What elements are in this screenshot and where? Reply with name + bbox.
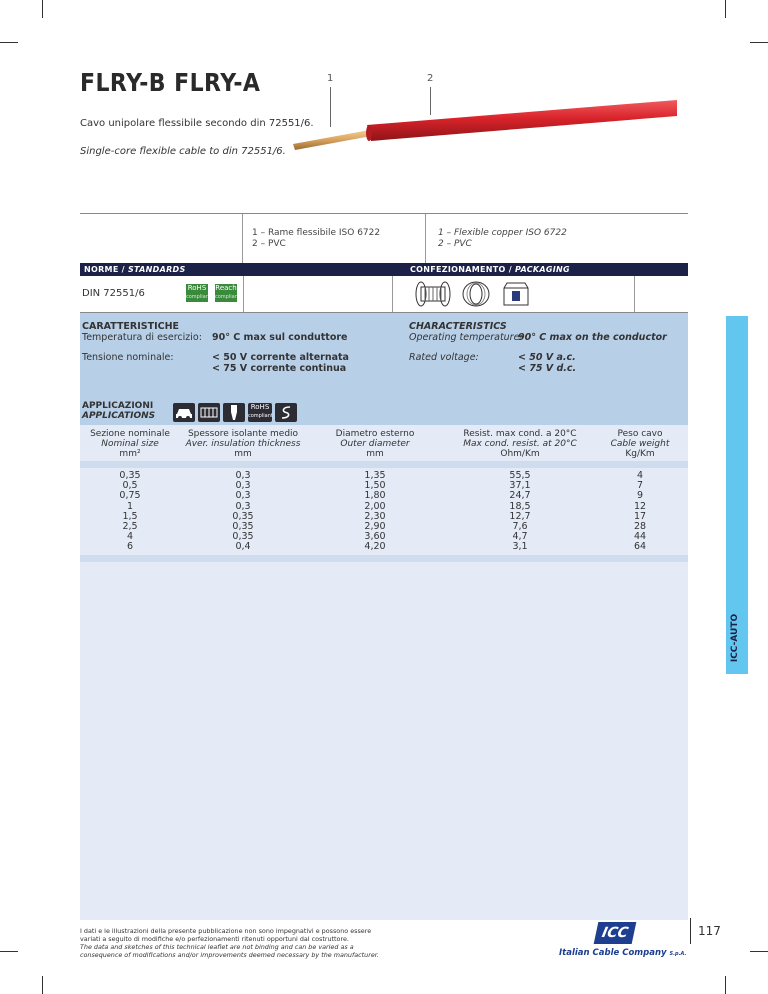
table-cell: 2,5 [122, 521, 138, 533]
crop-mark [42, 976, 43, 994]
crop-mark [0, 42, 18, 43]
temp-label-en: Operating temperature: [409, 332, 523, 343]
crop-mark [725, 0, 726, 18]
voltage-label-it: Tensione nominale: [82, 352, 174, 363]
composition-en-line1: 1 – Flexible copper ISO 6722 [438, 228, 567, 238]
column-weight [598, 471, 682, 553]
applications-heading-it: APPLICAZIONI [82, 401, 154, 411]
crop-mark [42, 0, 43, 18]
description-it: Cavo unipolare flessibile secondo din 72551/6. [80, 118, 314, 129]
table-cell: 44 [633, 531, 647, 543]
header-resistance [455, 429, 585, 459]
table-cell: 3,60 [364, 531, 386, 543]
disclaimer-it-line1: I dati e le illustrazioni della presente pubblicazione non sono impegnativi e possono essere [80, 927, 372, 935]
standards-row [80, 276, 688, 313]
applications-heading-en: APPLICATIONS [82, 411, 156, 421]
packaging-divider [392, 276, 393, 312]
temp-value-it: 90° C max sul conduttore [212, 332, 348, 343]
table-cell: 3,1 [512, 541, 528, 553]
connector-icon [198, 403, 220, 422]
characteristics-heading-en: CHARACTERISTICS [409, 321, 507, 332]
packaging-label: PACKAGING [515, 265, 570, 274]
table-cell: 0,5 [122, 480, 138, 492]
callout-1: 1 [327, 73, 334, 84]
coil-icon [460, 280, 492, 308]
company-name-text: Italian Cable Company [559, 948, 667, 958]
table-cell: 0,35 [232, 521, 254, 533]
reach-badge-label: Reach [215, 284, 237, 292]
rohs-app-label: RoHS [250, 403, 270, 411]
standards-band [80, 263, 688, 276]
standard-code: DIN 72551/6 [82, 288, 145, 299]
disclaimer [80, 927, 380, 959]
table-cell: 4,20 [364, 541, 386, 553]
crop-mark [725, 976, 726, 994]
composition-divider [425, 214, 426, 264]
norme-label: NORME / [84, 265, 128, 274]
packaging-divider [634, 276, 635, 312]
rohs-badge [186, 284, 211, 302]
table-cell: 7 [636, 480, 644, 492]
voltage-value-en [518, 352, 576, 374]
table-cell: 0,3 [235, 470, 251, 481]
table-cell: 12,7 [509, 510, 531, 522]
header-insulation [178, 429, 308, 459]
composition-it-line2: 2 – PVC [252, 239, 286, 249]
header-weight [598, 429, 682, 459]
rohs-badge-sub: compliant [186, 294, 211, 300]
header-outer-diameter [325, 429, 425, 459]
table-cell: 37,1 [509, 480, 531, 492]
header-outer-diameter-unit: mm [366, 449, 384, 459]
copper-conductor [293, 129, 377, 150]
table-cell: 28 [633, 521, 647, 533]
table-cell: 55,5 [509, 470, 531, 481]
applications-panel [80, 400, 688, 425]
section-tab-label: ICC-AUTO [730, 613, 740, 663]
applications-heading [82, 401, 155, 421]
rohs-app-sub: compliant [248, 413, 273, 419]
table-cell: 1,35 [364, 470, 386, 481]
voltage-dc-en: < 75 V d.c. [518, 363, 577, 374]
spool-icon [415, 281, 451, 307]
table-cell: 1,50 [364, 480, 386, 492]
crop-mark [750, 42, 768, 43]
column-insulation [178, 471, 308, 553]
table-cell: 1,5 [122, 510, 138, 522]
table-cell: 0,75 [119, 490, 141, 502]
table-cell: 0,3 [235, 500, 251, 512]
temp-value-en: 90° C max on the conductor [518, 332, 667, 343]
crop-mark [750, 951, 768, 952]
voltage-ac-en: < 50 V a.c. [518, 352, 576, 363]
table-cell: 0,3 [235, 490, 251, 502]
icc-logo: ICC [594, 922, 637, 944]
characteristics-heading-it: CARATTERISTICHE [82, 321, 180, 332]
voltage-dc-it: < 75 V corrente continua [212, 363, 347, 374]
composition-it-line1: 1 – Rame flessibile ISO 6722 [252, 228, 381, 238]
table-cell: 18,5 [509, 500, 531, 512]
table-cell: 1 [126, 500, 134, 512]
description-en: Single-core flexible cable to din 72551/6. [80, 146, 286, 157]
header-weight-it: Peso cavo [617, 429, 663, 439]
company-name [559, 948, 686, 958]
header-outer-diameter-it: Diametro esterno [335, 429, 415, 439]
header-resistance-en: Max cond. resist. at 20°C [463, 439, 577, 449]
table-cell: 12 [633, 500, 647, 512]
table-cell: 17 [633, 510, 647, 522]
rohs-app-badge [248, 403, 272, 422]
composition-en [438, 228, 567, 250]
reach-badge-sub: compliant [215, 294, 240, 300]
table-cell: 24,7 [509, 490, 531, 502]
table-cell: 4 [126, 531, 134, 543]
table-cell: 0,35 [232, 510, 254, 522]
table-cell: 0,3 [235, 480, 251, 492]
composition-box [80, 213, 688, 264]
table-cell: 1,80 [364, 490, 386, 502]
table-cell: 2,30 [364, 510, 386, 522]
header-weight-en: Cable weight [610, 439, 670, 449]
callout-2: 2 [427, 73, 434, 84]
voltage-value-it [212, 352, 349, 374]
confezionamento-label: CONFEZIONAMENTO / [410, 265, 516, 274]
header-weight-unit: Kg/Km [625, 449, 655, 459]
page-number-divider [690, 918, 691, 944]
column-outer-diameter [325, 471, 425, 553]
standards-band-label [84, 265, 186, 274]
cable-illustration [285, 100, 685, 160]
header-insulation-it: Spessore isolante medio [187, 429, 299, 439]
header-nominal-size-unit: mm² [119, 449, 141, 459]
table-cell: 7,6 [512, 521, 528, 533]
pvc-insulation [367, 100, 677, 141]
table-cell: 6 [126, 541, 134, 553]
table-cell: 4 [636, 470, 644, 481]
page-title: FLRY-B FLRY-A [80, 68, 261, 97]
company-suffix: S.p.A. [669, 951, 687, 957]
voltage-ac-it: < 50 V corrente alternata [212, 352, 349, 363]
header-insulation-en: Aver. insulation thickness [185, 439, 301, 449]
composition-it [252, 228, 380, 250]
flexible-icon [275, 403, 297, 422]
table-cell: 64 [633, 541, 647, 553]
table-cell: 2,90 [364, 521, 386, 533]
header-nominal-size-it: Sezione nominale [90, 429, 170, 439]
page-number: 117 [698, 924, 721, 938]
callout-2-line [430, 87, 431, 115]
rohs-badge-label: RoHS [187, 284, 207, 292]
header-nominal-size-en: Nominal size [101, 439, 159, 449]
table-cell: 0,4 [235, 541, 251, 553]
column-nominal-size [80, 471, 180, 553]
header-nominal-size [80, 429, 180, 459]
callout-1-line [330, 87, 331, 127]
table-cell: 0,35 [232, 531, 254, 543]
table-cell: 2,00 [364, 500, 386, 512]
table-cell: 4,7 [512, 531, 528, 543]
disclaimer-en-line1: The data and sketches of this technical leaflet are not binding and can be varied as a [80, 943, 354, 951]
table-stripe [80, 555, 688, 562]
cable-end-icon [223, 403, 245, 422]
header-outer-diameter-en: Outer diameter [340, 439, 410, 449]
header-resistance-it: Resist. max cond. a 20°C [463, 429, 577, 439]
standards-divider [243, 276, 244, 312]
box-icon [502, 280, 530, 308]
table-stripe [80, 461, 688, 468]
disclaimer-it-line2: variati a seguito di modifiche e/o perfezionamenti ritenuti opportuni dal costruttore. [80, 935, 349, 943]
reach-badge [215, 284, 240, 302]
column-resistance [455, 471, 585, 553]
table-cell: 0,35 [119, 470, 141, 481]
voltage-label-en: Rated voltage: [409, 352, 479, 363]
characteristics-panel [80, 313, 688, 400]
disclaimer-en-line2: consequence of modifications and/or improvements deemed necessary by the manufacturer. [80, 951, 379, 959]
header-resistance-unit: Ohm/Km [500, 449, 540, 459]
header-insulation-unit: mm [234, 449, 252, 459]
standards-label: STANDARDS [127, 265, 186, 274]
packaging-band-label [410, 265, 570, 274]
crop-mark [0, 951, 18, 952]
composition-divider [242, 214, 243, 264]
composition-en-line2: 2 – PVC [438, 239, 472, 249]
temp-label-it: Temperatura di esercizio: [82, 332, 202, 343]
table-cell: 9 [636, 490, 644, 502]
car-icon [173, 403, 195, 422]
